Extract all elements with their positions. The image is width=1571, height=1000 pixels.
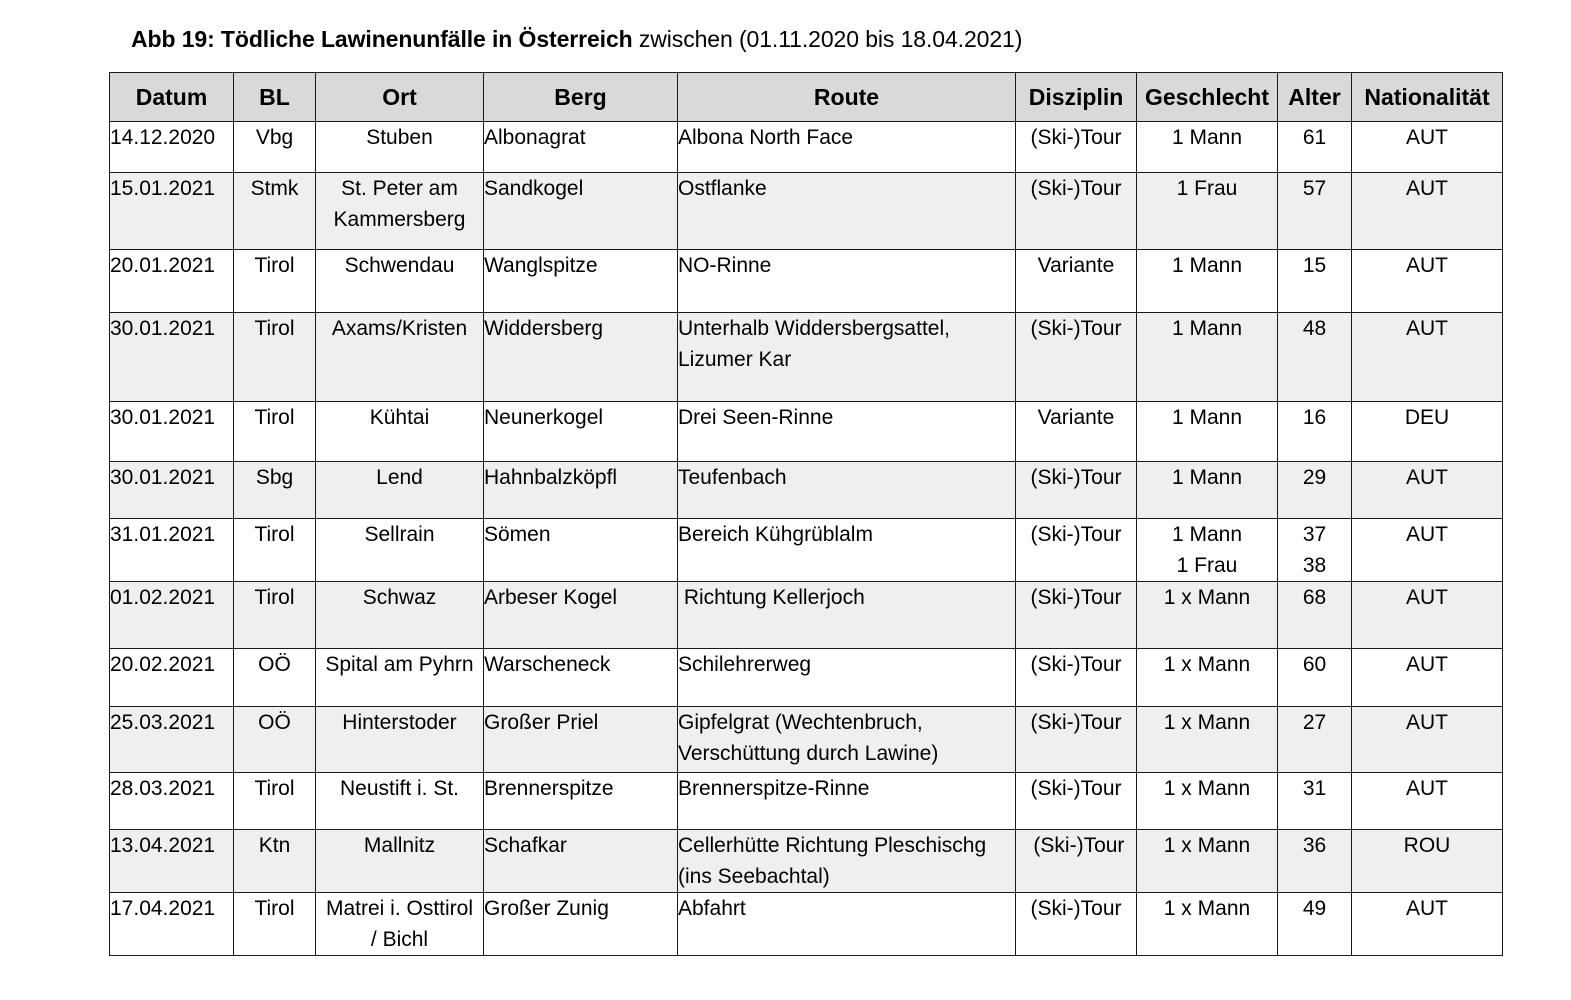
cell-disziplin-text: (Ski-)Tour: [1030, 317, 1122, 340]
table-row: [110, 773, 1503, 830]
cell-geschlecht: [1137, 122, 1278, 173]
cell-ort: [316, 402, 484, 462]
cell-bl: [234, 893, 316, 956]
figure-caption: [131, 26, 1022, 53]
cell-berg-text: Sandkogel: [484, 177, 584, 200]
table-body: [110, 122, 1503, 956]
cell-alter-line: 38: [1302, 554, 1327, 577]
cell-disziplin: [1016, 893, 1137, 956]
cell-ort-line: Schwaz: [362, 586, 437, 609]
cell-datum: [110, 773, 234, 830]
cell-alter: [1278, 893, 1352, 956]
cell-bl-text: Tirol: [254, 586, 295, 609]
cell-ort-line: Lend: [376, 466, 423, 489]
cell-geschlecht: [1137, 582, 1278, 649]
cell-alter-line: 37: [1302, 523, 1327, 546]
cell-route-line: Lizumer Kar: [678, 348, 792, 371]
cell-bl: [234, 707, 316, 773]
cell-ort: [316, 173, 484, 250]
cell-ort-line: / Bichl: [370, 928, 429, 951]
cell-nationalitaet: [1352, 250, 1503, 313]
cell-datum-text: 15.01.2021: [110, 177, 216, 200]
cell-berg-text: Neunerkogel: [484, 406, 604, 429]
cell-ort-line: Spital am Pyhrn: [325, 653, 474, 676]
cell-datum: [110, 582, 234, 649]
cell-berg-text: Warscheneck: [484, 653, 611, 676]
cell-datum-text: 25.03.2021: [110, 711, 216, 734]
cell-route-line: Gipfelgrat (Wechtenbruch,: [678, 711, 923, 734]
cell-route-line: Unterhalb Widdersbergsattel,: [678, 317, 950, 340]
cell-disziplin-text: (Ski-)Tour: [1030, 711, 1122, 734]
cell-ort: [316, 582, 484, 649]
cell-berg-text: Arbeser Kogel: [484, 586, 618, 609]
cell-bl-text: Tirol: [254, 523, 295, 546]
cell-bl: [234, 582, 316, 649]
cell-nationalitaet-text: AUT: [1406, 777, 1448, 800]
cell-disziplin-text: Variante: [1037, 254, 1115, 277]
cell-route: [678, 519, 1016, 582]
cell-datum: [110, 707, 234, 773]
cell-geschlecht: [1137, 402, 1278, 462]
table-row: [110, 122, 1503, 173]
cell-bl: [234, 519, 316, 582]
cell-disziplin-text: (Ski-)Tour: [1030, 126, 1122, 149]
cell-ort: [316, 519, 484, 582]
cell-route-line: Schilehrerweg: [678, 653, 812, 676]
cell-bl-text: Tirol: [254, 406, 295, 429]
cell-alter-line: 31: [1302, 777, 1327, 800]
cell-berg: [484, 250, 678, 313]
cell-ort: [316, 462, 484, 519]
cell-route: [678, 707, 1016, 773]
cell-route-line: Brennerspitze-Rinne: [678, 777, 870, 800]
table-row: [110, 830, 1503, 893]
cell-bl-text: Sbg: [255, 466, 294, 489]
column-header-berg: Berg: [484, 73, 678, 122]
cell-berg-text: Großer Priel: [484, 711, 599, 734]
cell-berg: [484, 893, 678, 956]
cell-geschlecht-line: 1 Frau: [1176, 554, 1238, 577]
cell-alter-line: 61: [1302, 126, 1327, 149]
cell-alter: [1278, 519, 1352, 582]
cell-disziplin: [1016, 462, 1137, 519]
column-header-route: Route: [678, 73, 1016, 122]
cell-bl-text: Vbg: [255, 126, 294, 149]
table-row: [110, 649, 1503, 707]
cell-bl-text: Tirol: [254, 777, 295, 800]
cell-ort-line: Stuben: [366, 126, 433, 149]
cell-disziplin: [1016, 402, 1137, 462]
cell-geschlecht: [1137, 773, 1278, 830]
cell-alter-line: 29: [1302, 466, 1327, 489]
cell-geschlecht-line: 1 Mann: [1171, 406, 1243, 429]
cell-alter-line: 68: [1302, 586, 1327, 609]
cell-datum-text: 30.01.2021: [110, 406, 216, 429]
cell-nationalitaet: [1352, 462, 1503, 519]
cell-bl: [234, 313, 316, 402]
cell-disziplin: [1016, 250, 1137, 313]
cell-ort-line: Mallnitz: [363, 834, 436, 857]
caption-rest: zwischen (01.11.2020 bis 18.04.2021): [632, 26, 1023, 52]
cell-route-line: Cellerhütte Richtung Pleschischg: [678, 834, 987, 857]
cell-nationalitaet-text: DEU: [1404, 406, 1450, 429]
cell-berg-text: Widdersberg: [484, 317, 604, 340]
cell-geschlecht: [1137, 649, 1278, 707]
cell-bl: [234, 773, 316, 830]
column-header-nationalitaet: Nationalität: [1352, 73, 1503, 122]
cell-disziplin: [1016, 173, 1137, 250]
cell-disziplin-text: (Ski-)Tour: [1030, 523, 1122, 546]
cell-nationalitaet: [1352, 582, 1503, 649]
cell-alter-line: 49: [1302, 897, 1327, 920]
cell-disziplin-text: (Ski-)Tour: [1030, 586, 1122, 609]
cell-route: [678, 773, 1016, 830]
cell-ort-line: Kühtai: [369, 406, 430, 429]
cell-datum-text: 20.01.2021: [110, 254, 216, 277]
cell-route-line: NO-Rinne: [678, 254, 772, 277]
cell-datum: [110, 830, 234, 893]
cell-nationalitaet-text: ROU: [1403, 834, 1451, 857]
cell-ort-line: Hinterstoder: [342, 711, 457, 734]
table-row: [110, 707, 1503, 773]
cell-geschlecht-line: 1 Frau: [1176, 177, 1238, 200]
cell-disziplin: [1016, 830, 1137, 893]
cell-bl-text: OÖ: [258, 711, 291, 734]
cell-datum: [110, 313, 234, 402]
cell-geschlecht-line: 1 x Mann: [1163, 777, 1251, 800]
cell-ort: [316, 707, 484, 773]
cell-bl: [234, 830, 316, 893]
cell-datum: [110, 402, 234, 462]
cell-nationalitaet: [1352, 313, 1503, 402]
cell-geschlecht: [1137, 313, 1278, 402]
cell-geschlecht: [1137, 707, 1278, 773]
cell-alter: [1278, 773, 1352, 830]
avalanche-fatalities-table: [109, 72, 1503, 956]
cell-datum-text: 31.01.2021: [110, 523, 216, 546]
cell-nationalitaet: [1352, 773, 1503, 830]
cell-ort-line: Sellrain: [364, 523, 435, 546]
cell-nationalitaet: [1352, 122, 1503, 173]
cell-route: [678, 313, 1016, 402]
cell-route-line: (ins Seebachtal): [678, 865, 830, 888]
cell-datum-text: 14.12.2020: [110, 126, 216, 149]
cell-ort-line: Axams/Kristen: [331, 317, 468, 340]
cell-disziplin: [1016, 122, 1137, 173]
cell-ort-line: Schwendau: [344, 254, 455, 277]
cell-nationalitaet-text: AUT: [1406, 897, 1448, 920]
column-header-alter: Alter: [1278, 73, 1352, 122]
cell-alter: [1278, 462, 1352, 519]
cell-bl-text: Stmk: [250, 177, 299, 200]
cell-disziplin: [1016, 313, 1137, 402]
cell-disziplin-text: (Ski-)Tour: [1030, 897, 1122, 920]
cell-alter-line: 57: [1302, 177, 1327, 200]
header-row: [110, 73, 1503, 122]
cell-disziplin-text: (Ski-)Tour: [1030, 653, 1122, 676]
cell-datum: [110, 649, 234, 707]
cell-ort: [316, 250, 484, 313]
cell-alter: [1278, 830, 1352, 893]
cell-nationalitaet-text: AUT: [1406, 523, 1448, 546]
cell-route-line: Albona North Face: [678, 126, 854, 149]
cell-datum: [110, 462, 234, 519]
cell-datum-text: 30.01.2021: [110, 317, 216, 340]
cell-datum-text: 30.01.2021: [110, 466, 216, 489]
cell-route-line: Verschüttung durch Lawine): [678, 742, 939, 765]
cell-route-line: Teufenbach: [678, 466, 787, 489]
cell-bl: [234, 173, 316, 250]
cell-geschlecht-line: 1 Mann: [1171, 254, 1243, 277]
cell-disziplin: [1016, 649, 1137, 707]
cell-nationalitaet: [1352, 519, 1503, 582]
cell-bl-text: Ktn: [258, 834, 291, 857]
cell-alter-line: 48: [1302, 317, 1327, 340]
cell-nationalitaet-text: AUT: [1406, 254, 1448, 277]
cell-datum: [110, 519, 234, 582]
cell-disziplin-text: Variante: [1037, 406, 1115, 429]
column-header-datum: Datum: [110, 73, 234, 122]
cell-berg: [484, 122, 678, 173]
cell-geschlecht-line: 1 x Mann: [1163, 711, 1251, 734]
cell-berg: [484, 773, 678, 830]
cell-geschlecht: [1137, 519, 1278, 582]
table-row: [110, 582, 1503, 649]
table-row: [110, 519, 1503, 582]
cell-route-line: Bereich Kühgrüblalm: [678, 523, 873, 546]
cell-ort-line: Matrei i. Osttirol: [325, 897, 474, 920]
cell-alter: [1278, 122, 1352, 173]
cell-berg-text: Wanglspitze: [484, 254, 598, 277]
cell-route-line: Abfahrt: [678, 897, 746, 920]
cell-geschlecht: [1137, 250, 1278, 313]
cell-datum: [110, 122, 234, 173]
cell-nationalitaet: [1352, 173, 1503, 250]
cell-berg: [484, 462, 678, 519]
cell-geschlecht: [1137, 830, 1278, 893]
column-header-disziplin: Disziplin: [1016, 73, 1137, 122]
table-row: [110, 173, 1503, 250]
cell-route-line: Ostflanke: [678, 177, 767, 200]
cell-route-line: Drei Seen-Rinne: [678, 406, 834, 429]
cell-route: [678, 649, 1016, 707]
cell-route: [678, 250, 1016, 313]
cell-route: [678, 122, 1016, 173]
cell-nationalitaet: [1352, 893, 1503, 956]
cell-bl: [234, 402, 316, 462]
cell-disziplin-text: (Ski-)Tour: [1030, 777, 1122, 800]
cell-alter: [1278, 402, 1352, 462]
column-header-geschlecht: Geschlecht: [1137, 73, 1278, 122]
cell-bl: [234, 462, 316, 519]
table-row: [110, 250, 1503, 313]
cell-bl: [234, 250, 316, 313]
cell-bl: [234, 122, 316, 173]
cell-nationalitaet: [1352, 830, 1503, 893]
cell-disziplin-text: (Ski-)Tour: [1027, 834, 1125, 857]
table-row: [110, 462, 1503, 519]
cell-route: [678, 402, 1016, 462]
table-row: [110, 313, 1503, 402]
cell-route: [678, 893, 1016, 956]
column-header-ort: Ort: [316, 73, 484, 122]
cell-datum: [110, 173, 234, 250]
cell-disziplin: [1016, 707, 1137, 773]
cell-geschlecht: [1137, 173, 1278, 250]
cell-geschlecht: [1137, 893, 1278, 956]
caption-bold: Abb 19: Tödliche Lawinenunfälle in Österreich: [131, 26, 633, 52]
cell-disziplin: [1016, 582, 1137, 649]
cell-berg-text: Schafkar: [484, 834, 567, 857]
cell-datum-text: 17.04.2021: [110, 897, 216, 920]
cell-nationalitaet-text: AUT: [1406, 317, 1448, 340]
cell-ort: [316, 893, 484, 956]
cell-geschlecht-line: 1 x Mann: [1163, 586, 1251, 609]
cell-geschlecht-line: 1 x Mann: [1163, 897, 1251, 920]
cell-nationalitaet-text: AUT: [1406, 466, 1448, 489]
cell-berg: [484, 313, 678, 402]
cell-nationalitaet-text: AUT: [1406, 711, 1448, 734]
cell-alter-line: 16: [1302, 406, 1327, 429]
cell-ort-line: Neustift i. St.: [339, 777, 460, 800]
cell-alter: [1278, 582, 1352, 649]
cell-disziplin-text: (Ski-)Tour: [1030, 177, 1122, 200]
cell-datum: [110, 893, 234, 956]
cell-alter: [1278, 250, 1352, 313]
cell-alter-line: 27: [1302, 711, 1327, 734]
cell-disziplin: [1016, 773, 1137, 830]
cell-route: [678, 173, 1016, 250]
cell-berg-text: Großer Zunig: [484, 897, 609, 920]
cell-nationalitaet: [1352, 707, 1503, 773]
cell-alter-line: 36: [1302, 834, 1327, 857]
cell-berg-text: Hahnbalzköpfl: [484, 466, 618, 489]
cell-route: [678, 462, 1016, 519]
cell-datum-text: 01.02.2021: [110, 586, 216, 609]
cell-ort: [316, 313, 484, 402]
cell-bl: [234, 649, 316, 707]
cell-berg: [484, 649, 678, 707]
cell-datum-text: 20.02.2021: [110, 653, 216, 676]
cell-disziplin: [1016, 519, 1137, 582]
cell-ort: [316, 830, 484, 893]
cell-datum-text: 13.04.2021: [110, 834, 216, 857]
cell-bl-text: OÖ: [258, 653, 291, 676]
column-header-bl: BL: [234, 73, 316, 122]
cell-geschlecht: [1137, 462, 1278, 519]
cell-alter-line: 60: [1302, 653, 1327, 676]
cell-geschlecht-line: 1 Mann: [1171, 126, 1243, 149]
cell-berg-text: Brennerspitze: [484, 777, 614, 800]
cell-berg-text: Albonagrat: [484, 126, 586, 149]
cell-nationalitaet: [1352, 402, 1503, 462]
cell-route-line: Richtung Kellerjoch: [678, 586, 865, 609]
cell-nationalitaet-text: AUT: [1406, 586, 1448, 609]
cell-ort-line: Kammersberg: [333, 208, 466, 231]
cell-geschlecht-line: 1 Mann: [1171, 523, 1243, 546]
cell-nationalitaet-text: AUT: [1406, 177, 1448, 200]
cell-berg: [484, 402, 678, 462]
cell-bl-text: Tirol: [254, 254, 295, 277]
cell-bl-text: Tirol: [254, 317, 295, 340]
cell-nationalitaet-text: AUT: [1406, 653, 1448, 676]
cell-alter-line: 15: [1302, 254, 1327, 277]
cell-alter: [1278, 707, 1352, 773]
cell-berg: [484, 582, 678, 649]
cell-berg: [484, 519, 678, 582]
cell-ort: [316, 773, 484, 830]
cell-alter: [1278, 173, 1352, 250]
table-row: [110, 893, 1503, 956]
cell-bl-text: Tirol: [254, 897, 295, 920]
cell-berg: [484, 173, 678, 250]
cell-alter: [1278, 649, 1352, 707]
cell-geschlecht-line: 1 x Mann: [1163, 653, 1251, 676]
table-row: [110, 402, 1503, 462]
cell-ort: [316, 649, 484, 707]
cell-ort: [316, 122, 484, 173]
cell-berg: [484, 830, 678, 893]
cell-datum-text: 28.03.2021: [110, 777, 216, 800]
cell-geschlecht-line: 1 x Mann: [1163, 834, 1251, 857]
cell-route: [678, 582, 1016, 649]
cell-nationalitaet-text: AUT: [1406, 126, 1448, 149]
cell-berg: [484, 707, 678, 773]
cell-nationalitaet: [1352, 649, 1503, 707]
cell-berg-text: Sömen: [484, 523, 551, 546]
cell-geschlecht-line: 1 Mann: [1171, 317, 1243, 340]
cell-alter: [1278, 313, 1352, 402]
cell-ort-line: St. Peter am: [341, 177, 458, 200]
cell-datum: [110, 250, 234, 313]
cell-geschlecht-line: 1 Mann: [1171, 466, 1243, 489]
cell-disziplin-text: (Ski-)Tour: [1030, 466, 1122, 489]
cell-route: [678, 830, 1016, 893]
